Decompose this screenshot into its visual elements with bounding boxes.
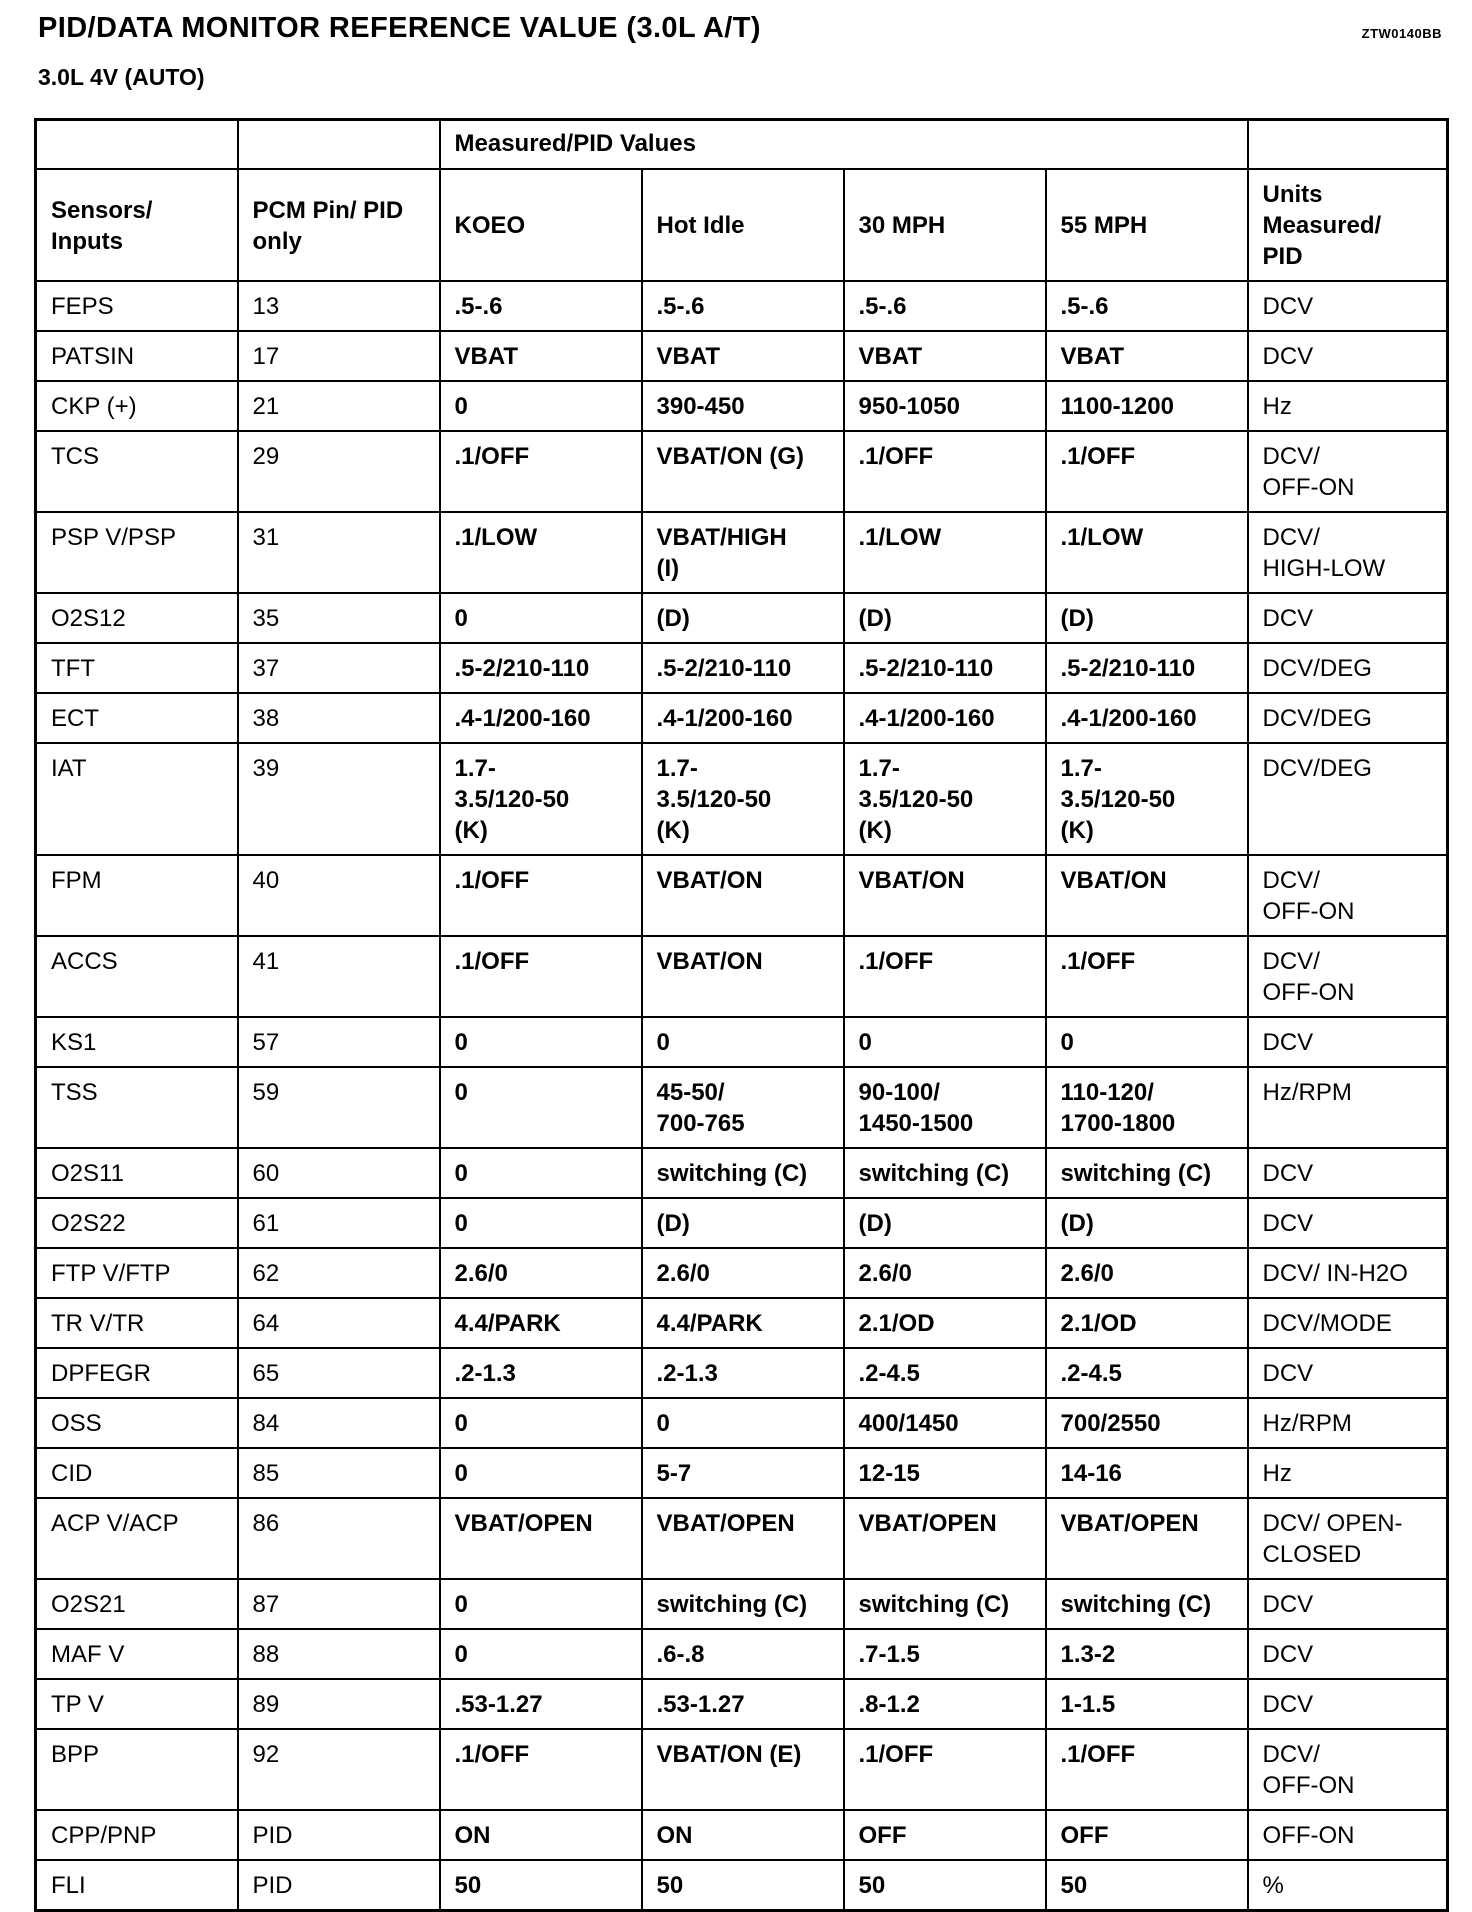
units-cell: DCV/ OFF-ON	[1248, 1729, 1448, 1810]
table-row	[36, 1148, 1448, 1198]
mph55-cell: 1-1.5	[1046, 1679, 1248, 1729]
sensor-cell: TSS	[36, 1067, 238, 1148]
units-cell: OFF-ON	[1248, 1810, 1448, 1860]
pcm-pin-cell: 29	[238, 431, 440, 512]
hot-idle-cell: .2-1.3	[642, 1348, 844, 1398]
pcm-pin-cell: 39	[238, 743, 440, 855]
table-row	[36, 1860, 1448, 1911]
mph55-cell: 50	[1046, 1860, 1248, 1911]
mph30-cell: .1/LOW	[844, 512, 1046, 593]
mph30-cell: .1/OFF	[844, 936, 1046, 1017]
koeo-cell: .5-2/210-110	[440, 643, 642, 693]
koeo-cell: .1/OFF	[440, 1729, 642, 1810]
pcm-pin-cell: 60	[238, 1148, 440, 1198]
mph55-cell: VBAT/ON	[1046, 855, 1248, 936]
column-header-30-mph: 30 MPH	[844, 169, 1046, 281]
mph30-cell: OFF	[844, 1810, 1046, 1860]
pcm-pin-cell: 92	[238, 1729, 440, 1810]
mph30-cell: 2.6/0	[844, 1248, 1046, 1298]
koeo-cell: 0	[440, 1067, 642, 1148]
table-row	[36, 1729, 1448, 1810]
pcm-pin-cell: 13	[238, 281, 440, 331]
mph55-cell: .2-4.5	[1046, 1348, 1248, 1398]
hot-idle-cell: 50	[642, 1860, 844, 1911]
table-row	[36, 643, 1448, 693]
mph30-cell: .4-1/200-160	[844, 693, 1046, 743]
group-header-row	[36, 120, 1448, 170]
hot-idle-cell: (D)	[642, 593, 844, 643]
units-cell: DCV	[1248, 1348, 1448, 1398]
pcm-pin-cell: 31	[238, 512, 440, 593]
table-row	[36, 936, 1448, 1017]
table-row	[36, 431, 1448, 512]
group-header-empty-cell	[1248, 120, 1448, 170]
hot-idle-cell: .5-2/210-110	[642, 643, 844, 693]
mph55-cell: .5-2/210-110	[1046, 643, 1248, 693]
koeo-cell: 0	[440, 1579, 642, 1629]
units-cell: DCV	[1248, 1148, 1448, 1198]
sensor-cell: PSP V/PSP	[36, 512, 238, 593]
hot-idle-cell: VBAT/ON (G)	[642, 431, 844, 512]
pcm-pin-cell: 40	[238, 855, 440, 936]
sensor-cell: ACCS	[36, 936, 238, 1017]
units-cell: DCV/MODE	[1248, 1298, 1448, 1348]
column-header-row	[36, 169, 1448, 281]
koeo-cell: 0	[440, 1148, 642, 1198]
page-title: PID/DATA MONITOR REFERENCE VALUE (3.0L A/T)	[38, 12, 761, 44]
mph55-cell: 2.6/0	[1046, 1248, 1248, 1298]
sensor-cell: DPFEGR	[36, 1348, 238, 1398]
units-cell: %	[1248, 1860, 1448, 1911]
mph30-cell: VBAT/OPEN	[844, 1498, 1046, 1579]
mph30-cell: (D)	[844, 1198, 1046, 1248]
measured-values-group-header: Measured/PID Values	[440, 120, 1248, 170]
koeo-cell: .5-.6	[440, 281, 642, 331]
mph30-cell: .2-4.5	[844, 1348, 1046, 1398]
sensor-cell: PATSIN	[36, 331, 238, 381]
units-cell: DCV/ OFF-ON	[1248, 936, 1448, 1017]
mph30-cell: 400/1450	[844, 1398, 1046, 1448]
mph30-cell: .7-1.5	[844, 1629, 1046, 1679]
mph30-cell: switching (C)	[844, 1579, 1046, 1629]
sensor-cell: KS1	[36, 1017, 238, 1067]
mph55-cell: 1.7- 3.5/120-50 (K)	[1046, 743, 1248, 855]
sensor-cell: FEPS	[36, 281, 238, 331]
mph55-cell: 1100-1200	[1046, 381, 1248, 431]
mph30-cell: 0	[844, 1017, 1046, 1067]
koeo-cell: 0	[440, 1629, 642, 1679]
sensor-cell: ACP V/ACP	[36, 1498, 238, 1579]
sensor-cell: TP V	[36, 1679, 238, 1729]
hot-idle-cell: 5-7	[642, 1448, 844, 1498]
mph55-cell: 2.1/OD	[1046, 1298, 1248, 1348]
hot-idle-cell: .6-.8	[642, 1629, 844, 1679]
hot-idle-cell: VBAT/ON	[642, 936, 844, 1017]
mph55-cell: switching (C)	[1046, 1148, 1248, 1198]
column-header-koeo: KOEO	[440, 169, 642, 281]
units-cell: DCV/ HIGH-LOW	[1248, 512, 1448, 593]
hot-idle-cell: 1.7- 3.5/120-50 (K)	[642, 743, 844, 855]
sensor-cell: O2S12	[36, 593, 238, 643]
mph30-cell: 2.1/OD	[844, 1298, 1046, 1348]
koeo-cell: ON	[440, 1810, 642, 1860]
mph55-cell: 1.3-2	[1046, 1629, 1248, 1679]
sensor-cell: IAT	[36, 743, 238, 855]
mph30-cell: 50	[844, 1860, 1046, 1911]
table-row	[36, 1017, 1448, 1067]
mph30-cell: .1/OFF	[844, 1729, 1046, 1810]
sensor-cell: TR V/TR	[36, 1298, 238, 1348]
page-subtitle: 3.0L 4V (AUTO)	[38, 64, 205, 90]
koeo-cell: 0	[440, 593, 642, 643]
mph55-cell: 700/2550	[1046, 1398, 1248, 1448]
hot-idle-cell: .53-1.27	[642, 1679, 844, 1729]
hot-idle-cell: .5-.6	[642, 281, 844, 331]
mph55-cell: .1/OFF	[1046, 936, 1248, 1017]
units-cell: DCV/DEG	[1248, 693, 1448, 743]
hot-idle-cell: 0	[642, 1017, 844, 1067]
units-cell: DCV/DEG	[1248, 643, 1448, 693]
mph30-cell: .8-1.2	[844, 1679, 1046, 1729]
mph55-cell: VBAT/OPEN	[1046, 1498, 1248, 1579]
table-row	[36, 743, 1448, 855]
pid-reference-table	[34, 118, 1449, 1912]
table-row	[36, 1679, 1448, 1729]
hot-idle-cell: .4-1/200-160	[642, 693, 844, 743]
mph55-cell: .5-.6	[1046, 281, 1248, 331]
table-row	[36, 381, 1448, 431]
column-header-hot-idle: Hot Idle	[642, 169, 844, 281]
hot-idle-cell: 2.6/0	[642, 1248, 844, 1298]
table-row	[36, 1498, 1448, 1579]
table-row	[36, 855, 1448, 936]
koeo-cell: .1/LOW	[440, 512, 642, 593]
mph55-cell: (D)	[1046, 1198, 1248, 1248]
group-header-empty-cell	[36, 120, 238, 170]
mph30-cell: 90-100/ 1450-1500	[844, 1067, 1046, 1148]
koeo-cell: 0	[440, 1198, 642, 1248]
mph55-cell: .1/OFF	[1046, 1729, 1248, 1810]
table-row	[36, 1810, 1448, 1860]
mph55-cell: .4-1/200-160	[1046, 693, 1248, 743]
pcm-pin-cell: PID	[238, 1860, 440, 1911]
figure-code: ZTW0140BB	[1361, 26, 1442, 41]
pcm-pin-cell: 37	[238, 643, 440, 693]
units-cell: DCV	[1248, 281, 1448, 331]
units-cell: DCV	[1248, 1679, 1448, 1729]
hot-idle-cell: ON	[642, 1810, 844, 1860]
hot-idle-cell: 390-450	[642, 381, 844, 431]
units-cell: DCV	[1248, 593, 1448, 643]
table-row	[36, 281, 1448, 331]
koeo-cell: 0	[440, 1448, 642, 1498]
koeo-cell: 0	[440, 381, 642, 431]
pcm-pin-cell: 38	[238, 693, 440, 743]
koeo-cell: 1.7- 3.5/120-50 (K)	[440, 743, 642, 855]
table-row	[36, 1398, 1448, 1448]
pcm-pin-cell: 62	[238, 1248, 440, 1298]
pcm-pin-cell: 17	[238, 331, 440, 381]
sensor-cell: CID	[36, 1448, 238, 1498]
mph55-cell: (D)	[1046, 593, 1248, 643]
table-row	[36, 512, 1448, 593]
sensor-cell: O2S11	[36, 1148, 238, 1198]
units-cell: DCV	[1248, 331, 1448, 381]
mph55-cell: VBAT	[1046, 331, 1248, 381]
pcm-pin-cell: 86	[238, 1498, 440, 1579]
mph30-cell: (D)	[844, 593, 1046, 643]
koeo-cell: .53-1.27	[440, 1679, 642, 1729]
units-cell: DCV/ OFF-ON	[1248, 855, 1448, 936]
pcm-pin-cell: 35	[238, 593, 440, 643]
hot-idle-cell: VBAT	[642, 331, 844, 381]
sensor-cell: FLI	[36, 1860, 238, 1911]
hot-idle-cell: switching (C)	[642, 1148, 844, 1198]
units-cell: Hz	[1248, 381, 1448, 431]
column-header-sensors: Sensors/ Inputs	[36, 169, 238, 281]
column-header-55-mph: 55 MPH	[1046, 169, 1248, 281]
mph55-cell: .1/LOW	[1046, 512, 1248, 593]
hot-idle-cell: VBAT/ON (E)	[642, 1729, 844, 1810]
units-cell: DCV	[1248, 1017, 1448, 1067]
table-row	[36, 331, 1448, 381]
pcm-pin-cell: 59	[238, 1067, 440, 1148]
units-cell: DCV	[1248, 1198, 1448, 1248]
koeo-cell: 2.6/0	[440, 1248, 642, 1298]
mph30-cell: .5-2/210-110	[844, 643, 1046, 693]
koeo-cell: .1/OFF	[440, 431, 642, 512]
pcm-pin-cell: 88	[238, 1629, 440, 1679]
koeo-cell: .2-1.3	[440, 1348, 642, 1398]
pcm-pin-cell: 61	[238, 1198, 440, 1248]
hot-idle-cell: VBAT/ON	[642, 855, 844, 936]
group-header-empty-cell	[238, 120, 440, 170]
mph30-cell: switching (C)	[844, 1148, 1046, 1198]
table-row	[36, 693, 1448, 743]
units-cell: DCV/DEG	[1248, 743, 1448, 855]
pcm-pin-cell: 64	[238, 1298, 440, 1348]
table-row	[36, 1348, 1448, 1398]
koeo-cell: 50	[440, 1860, 642, 1911]
mph30-cell: 12-15	[844, 1448, 1046, 1498]
sensor-cell: CPP/PNP	[36, 1810, 238, 1860]
mph30-cell: .1/OFF	[844, 431, 1046, 512]
mph55-cell: 110-120/ 1700-1800	[1046, 1067, 1248, 1148]
column-header-pcm-pin: PCM Pin/ PID only	[238, 169, 440, 281]
table-row	[36, 1067, 1448, 1148]
table-row	[36, 1629, 1448, 1679]
koeo-cell: VBAT/OPEN	[440, 1498, 642, 1579]
table-row	[36, 1198, 1448, 1248]
mph55-cell: 0	[1046, 1017, 1248, 1067]
mph55-cell: switching (C)	[1046, 1579, 1248, 1629]
koeo-cell: 0	[440, 1017, 642, 1067]
units-cell: DCV	[1248, 1579, 1448, 1629]
pcm-pin-cell: 57	[238, 1017, 440, 1067]
units-cell: DCV/ IN-H2O	[1248, 1248, 1448, 1298]
sensor-cell: TCS	[36, 431, 238, 512]
pcm-pin-cell: 84	[238, 1398, 440, 1448]
hot-idle-cell: switching (C)	[642, 1579, 844, 1629]
units-cell: DCV/ OFF-ON	[1248, 431, 1448, 512]
pcm-pin-cell: 85	[238, 1448, 440, 1498]
mph55-cell: .1/OFF	[1046, 431, 1248, 512]
sensor-cell: FTP V/FTP	[36, 1248, 238, 1298]
table-row	[36, 593, 1448, 643]
mph55-cell: OFF	[1046, 1810, 1248, 1860]
koeo-cell: VBAT	[440, 331, 642, 381]
hot-idle-cell: 45-50/ 700-765	[642, 1067, 844, 1148]
table-row	[36, 1579, 1448, 1629]
pcm-pin-cell: 87	[238, 1579, 440, 1629]
units-cell: Hz/RPM	[1248, 1398, 1448, 1448]
sensor-cell: O2S21	[36, 1579, 238, 1629]
table-row	[36, 1448, 1448, 1498]
pcm-pin-cell: 89	[238, 1679, 440, 1729]
hot-idle-cell: VBAT/OPEN	[642, 1498, 844, 1579]
sensor-cell: MAF V	[36, 1629, 238, 1679]
sensor-cell: ECT	[36, 693, 238, 743]
pcm-pin-cell: 65	[238, 1348, 440, 1398]
units-cell: Hz	[1248, 1448, 1448, 1498]
sensor-cell: O2S22	[36, 1198, 238, 1248]
table-row	[36, 1248, 1448, 1298]
hot-idle-cell: 4.4/PARK	[642, 1298, 844, 1348]
pcm-pin-cell: 41	[238, 936, 440, 1017]
hot-idle-cell: 0	[642, 1398, 844, 1448]
mph30-cell: VBAT	[844, 331, 1046, 381]
koeo-cell: 4.4/PARK	[440, 1298, 642, 1348]
units-cell: DCV	[1248, 1629, 1448, 1679]
koeo-cell: .1/OFF	[440, 936, 642, 1017]
sensor-cell: BPP	[36, 1729, 238, 1810]
table-row	[36, 1298, 1448, 1348]
sensor-cell: OSS	[36, 1398, 238, 1448]
sensor-cell: CKP (+)	[36, 381, 238, 431]
sensor-cell: FPM	[36, 855, 238, 936]
koeo-cell: .1/OFF	[440, 855, 642, 936]
units-cell: DCV/ OPEN- CLOSED	[1248, 1498, 1448, 1579]
sensor-cell: TFT	[36, 643, 238, 693]
koeo-cell: 0	[440, 1398, 642, 1448]
mph55-cell: 14-16	[1046, 1448, 1248, 1498]
pcm-pin-cell: PID	[238, 1810, 440, 1860]
koeo-cell: .4-1/200-160	[440, 693, 642, 743]
mph30-cell: VBAT/ON	[844, 855, 1046, 936]
hot-idle-cell: (D)	[642, 1198, 844, 1248]
hot-idle-cell: VBAT/HIGH (I)	[642, 512, 844, 593]
mph30-cell: 1.7- 3.5/120-50 (K)	[844, 743, 1046, 855]
units-cell: Hz/RPM	[1248, 1067, 1448, 1148]
mph30-cell: 950-1050	[844, 381, 1046, 431]
pcm-pin-cell: 21	[238, 381, 440, 431]
mph30-cell: .5-.6	[844, 281, 1046, 331]
column-header-units: Units Measured/ PID	[1248, 169, 1448, 281]
